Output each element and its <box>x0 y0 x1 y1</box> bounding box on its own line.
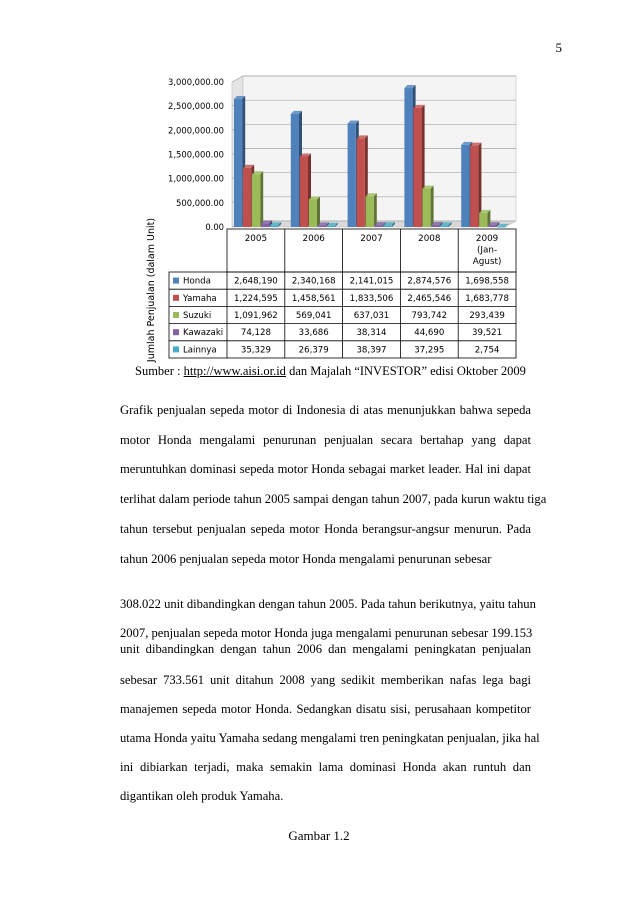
data-label: 37,295 <box>414 345 445 356</box>
data-label: 38,397 <box>356 345 387 356</box>
data-label: 1,091,962 <box>234 311 278 321</box>
paragraph-1-line: tahun 2006 penjualan sepeda motor Honda mengalami penurunan sebesar <box>120 551 492 566</box>
y-tick-label: 2,500,000.00 <box>168 101 224 112</box>
source-suffix: dan Majalah “INVESTOR” edisi Oktober 2009 <box>285 364 526 378</box>
data-label: 1,683,778 <box>465 293 509 304</box>
data-label: 2,754 <box>474 345 500 356</box>
data-label: 793,742 <box>411 311 448 321</box>
data-label: 637,031 <box>353 311 390 321</box>
paragraph-2-line: utama Honda yaitu Yamaha sedang mengalami tren peningkatan penjualan, jika hal <box>120 731 540 745</box>
data-label: 569,041 <box>295 311 332 321</box>
data-label: 293,439 <box>469 311 505 321</box>
y-tick-label: 1,500,000.00 <box>168 149 224 160</box>
paragraph-1-line: Grafik penjualan sepeda motor di Indonesia di atas menunjukkan bahwa sepeda <box>120 403 531 417</box>
data-label: 74,128 <box>240 328 271 339</box>
y-axis-title: Jumlah Penjualan (dalam Unit) <box>146 217 157 363</box>
x-category-label: (Jan- <box>477 245 498 256</box>
legend-label-honda: Honda <box>183 276 211 287</box>
data-label: 1,224,595 <box>234 293 278 304</box>
paragraph-1-line: motor Honda mengalami penurunan penjualan secara bertahap yang dapat <box>120 432 531 447</box>
data-label: 2,340,168 <box>291 276 336 287</box>
paragraph-2-line: 308.022 unit dibandingkan dengan tahun 2005. Pada tahun berikutnya, yaitu tahun <box>120 597 536 611</box>
legend-label-kawazaki: Kawazaki <box>183 328 224 339</box>
source-prefix: Sumber : <box>135 364 184 378</box>
paragraph-2-line: digantikan oleh produk Yamaha. <box>120 789 284 803</box>
source-link[interactable]: http://www.aisi.or.id <box>183 364 286 378</box>
y-tick-label: 2,000,000.00 <box>168 125 224 136</box>
legend-swatch-kawazaki <box>173 329 179 335</box>
legend-swatch-lainnya <box>173 346 179 352</box>
legend-label-lainnya: Lainnya <box>183 345 217 356</box>
legend-label-suzuki: Suzuki <box>183 311 212 321</box>
x-category-label: 2005 <box>244 234 268 244</box>
paragraph-1-line: meruntuhkan dominasi sepeda motor Honda sebagai market leader. Hal ini dapat <box>120 462 531 477</box>
legend-swatch-suzuki <box>173 312 179 318</box>
data-label: 35,329 <box>240 345 271 356</box>
data-label: 1,698,558 <box>465 276 509 287</box>
data-label: 39,521 <box>472 328 503 339</box>
x-category-label: 2007 <box>360 234 383 244</box>
x-category-label: 2009 <box>475 234 499 244</box>
data-label: 2,141,015 <box>349 276 394 287</box>
paragraph-2-line: manajemen sepeda motor Honda. Sedangkan disatu sisi, perusahaan kompetitor <box>120 702 531 716</box>
data-label: 38,314 <box>356 328 387 339</box>
paragraph-2-line: sebesar 733.561 unit ditahun 2008 yang sedikit memberikan nafas lega bagi <box>120 673 531 687</box>
bar-suzuki-2005 <box>252 171 263 227</box>
data-label: 2,874,576 <box>407 276 452 287</box>
bar-suzuki-2007 <box>366 193 377 227</box>
x-category-label: Agust) <box>472 257 502 267</box>
legend-swatch-yamaha <box>173 295 179 301</box>
y-tick-label: 3,000,000.00 <box>168 77 224 87</box>
y-tick-label: 1,000,000.00 <box>168 173 224 184</box>
y-tick-label: 500,000.00 <box>176 197 224 208</box>
paragraph-2-line: 2007, penjualan sepeda motor Honda juga mengalami penurunan sebesar 199.153 <box>120 626 533 640</box>
paragraph-1-line: tahun tersebut penjualan sepeda motor Honda berangsur-angsur menurun. Pada <box>120 521 531 536</box>
data-label: 2,648,190 <box>234 276 278 287</box>
bar-suzuki-2006 <box>309 196 320 227</box>
data-label: 44,690 <box>414 328 445 339</box>
data-label: 2,465,546 <box>407 293 452 304</box>
y-tick-label: 0.00 <box>205 222 224 232</box>
legend-label-yamaha: Yamaha <box>183 293 217 304</box>
paragraph-2-line: unit dibandingkan dengan tahun 2006 dan mengalami peningkatan penjualan <box>120 642 531 656</box>
figure-caption: Gambar 1.2 <box>288 828 350 843</box>
x-category-label: 2008 <box>418 234 441 244</box>
data-label: 1,458,561 <box>291 293 336 304</box>
page-number: 5 <box>555 40 562 55</box>
bar-suzuki-2009 <box>479 210 490 227</box>
data-label: 26,379 <box>298 345 329 356</box>
data-label: 33,686 <box>298 328 329 339</box>
x-category-label: 2006 <box>302 234 325 244</box>
bar-suzuki-2008 <box>422 186 433 227</box>
paragraph-2-line: ini dibiarkan terjadi, maka semakin lama dominasi Honda akan runtuh dan <box>120 760 531 774</box>
legend-swatch-honda <box>173 278 179 284</box>
sales-chart <box>0 0 638 380</box>
paragraph-1-line: terlihat dalam periode tahun 2005 sampai dengan tahun 2007, pada kurun waktu tiga <box>120 492 547 507</box>
data-label: 1,833,506 <box>349 293 394 304</box>
source-note <box>135 364 526 379</box>
